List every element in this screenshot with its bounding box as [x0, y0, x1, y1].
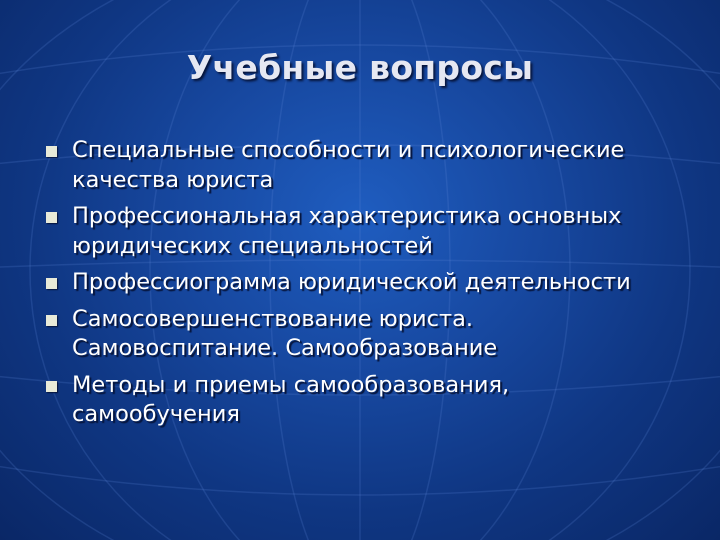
list-item [44, 202, 684, 261]
square-bullet-icon [46, 381, 57, 392]
bullet-text: Методы и приемы самообразования, самообучения [72, 371, 510, 427]
bullet-text: Специальные способности и психологические качества юриста [72, 137, 625, 193]
square-bullet-icon [46, 315, 57, 326]
slide-title: Учебные вопросы [186, 48, 534, 87]
list-item [44, 268, 684, 298]
list-item [44, 371, 684, 430]
bullet-text: Самосовершенствование юриста. Самовоспитание. Самообразование [72, 305, 498, 361]
square-bullet-icon [46, 212, 57, 223]
list-item [44, 136, 684, 195]
list-item [44, 305, 684, 364]
square-bullet-icon [46, 278, 57, 289]
bullet-text: Профессиограмма юридической деятельности [72, 269, 631, 295]
square-bullet-icon [46, 146, 57, 157]
bullet-list [44, 136, 684, 437]
bullet-text: Профессиональная характеристика основных юридических специальностей [72, 203, 622, 259]
